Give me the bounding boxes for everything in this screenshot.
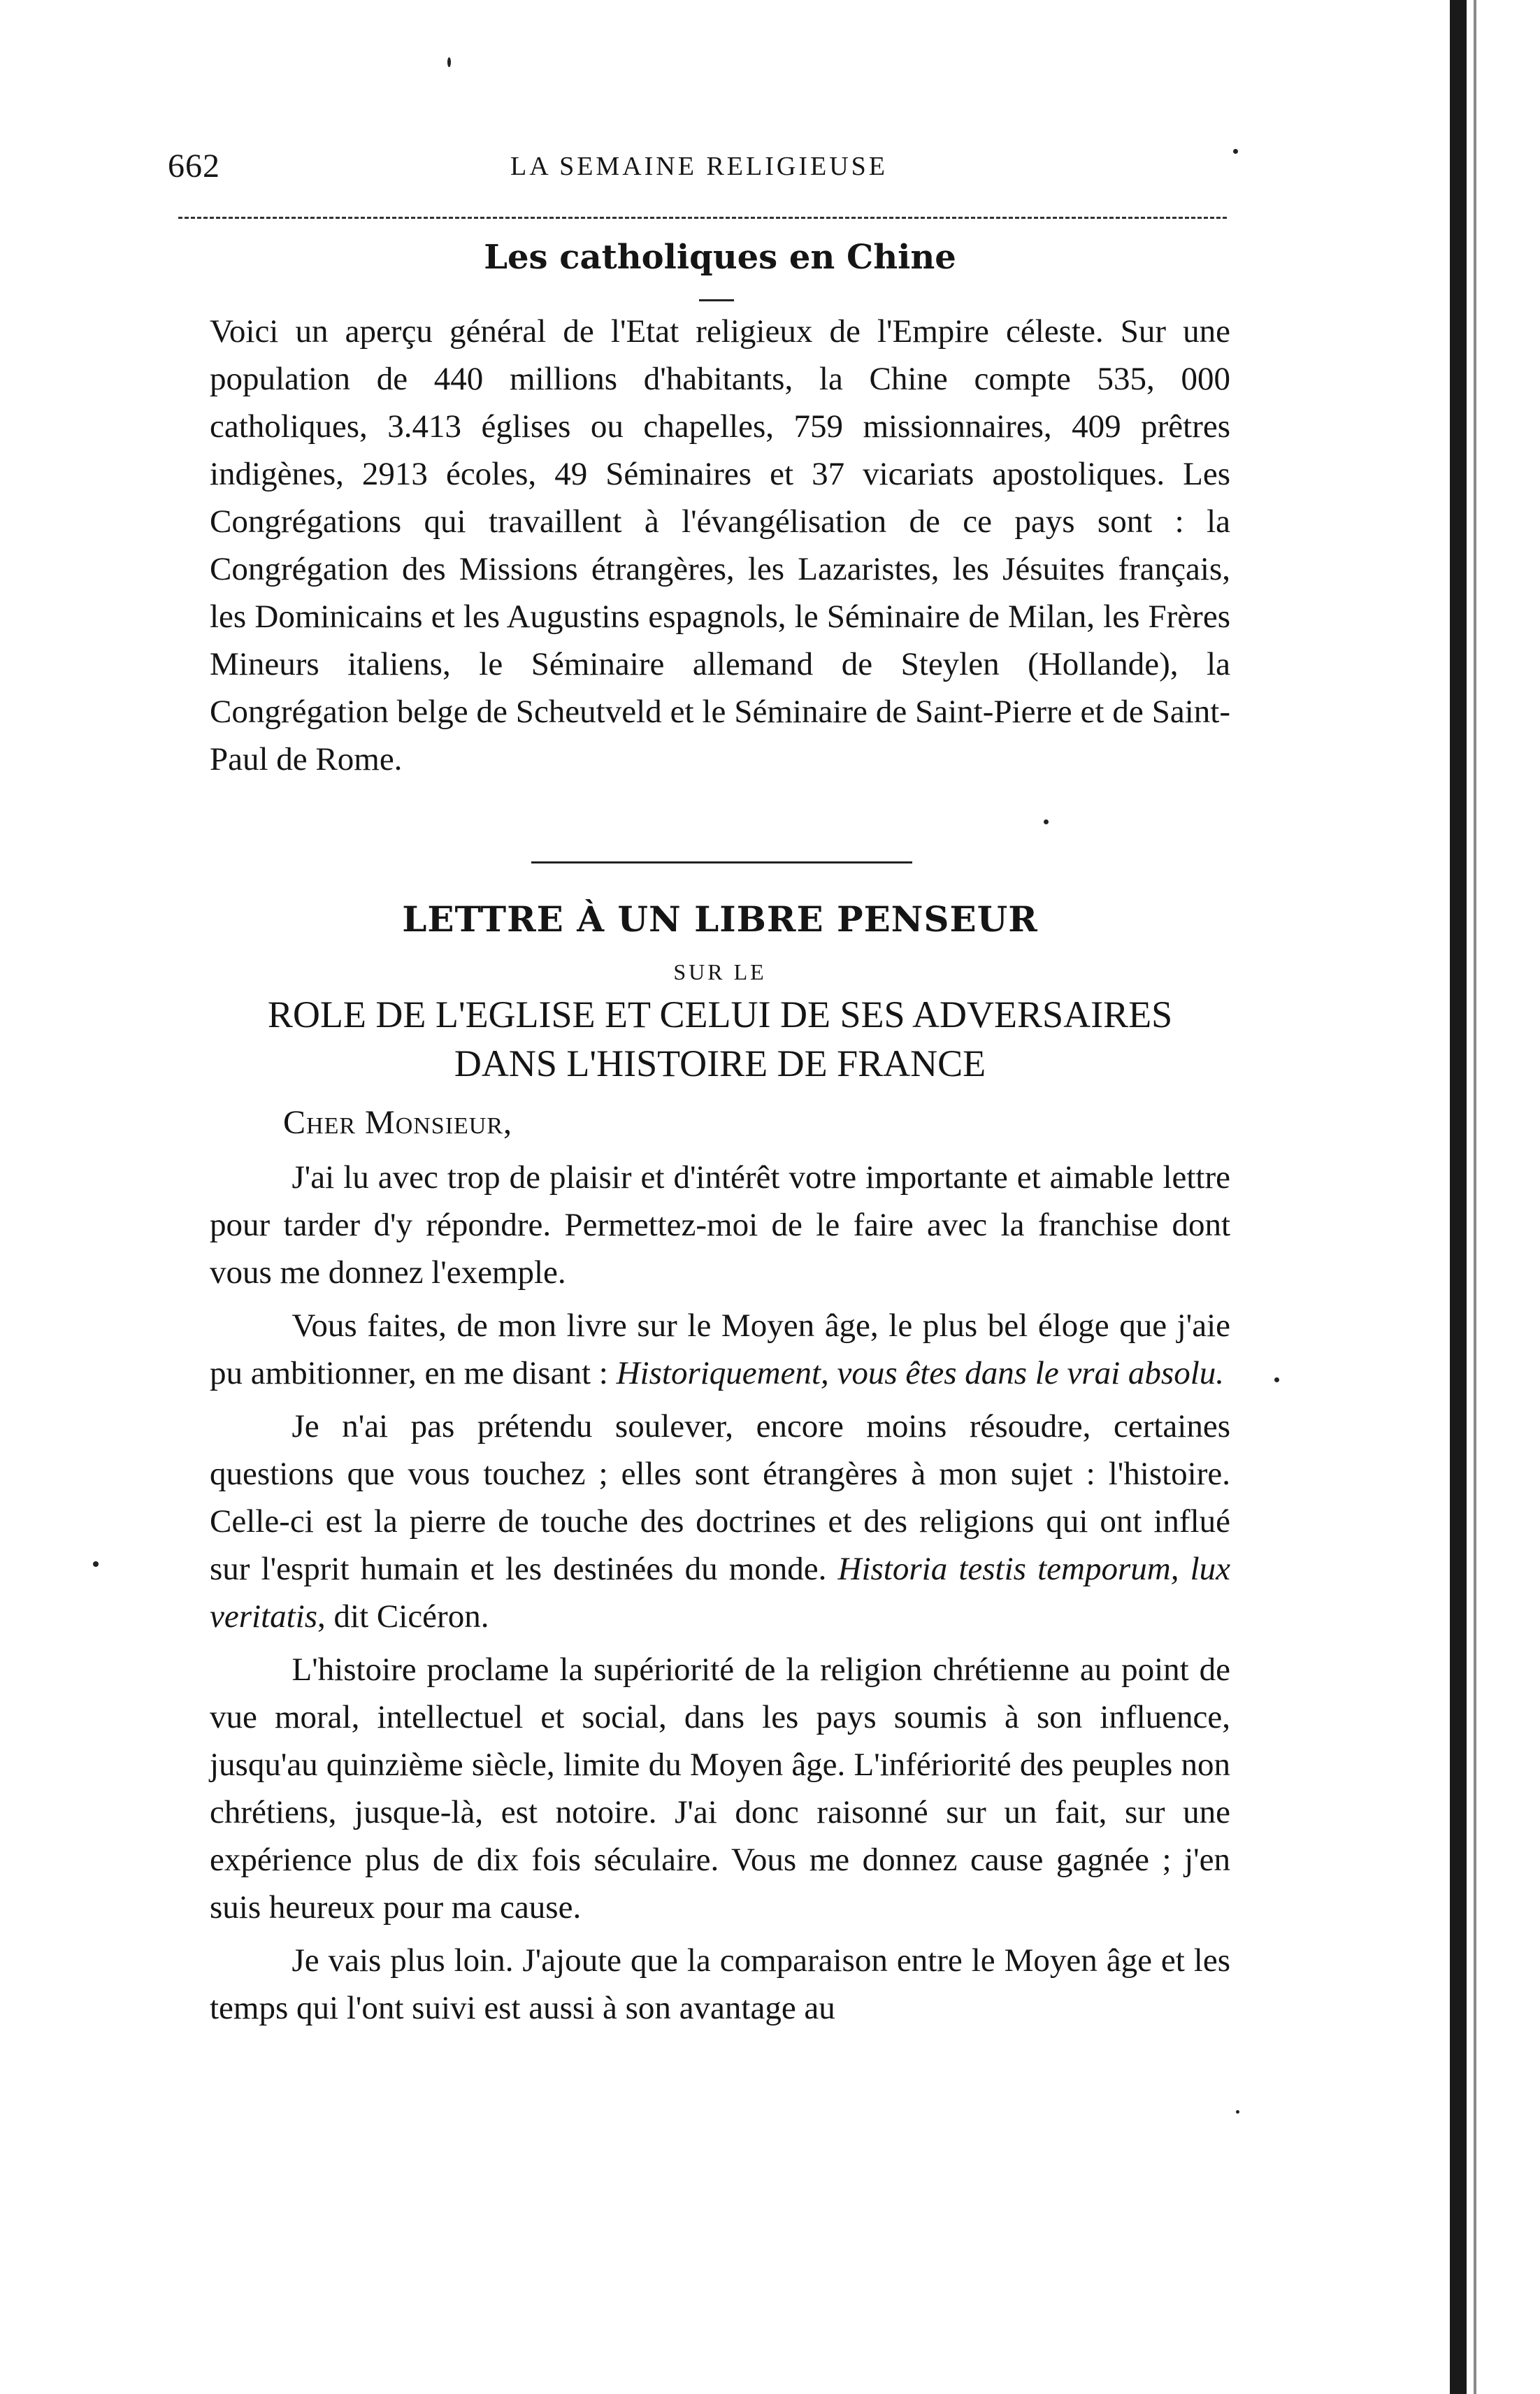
scan-speck [1044, 819, 1049, 824]
letter-paragraph [210, 1302, 1230, 1397]
italic-quote: Historiquement, vous êtes dans le vrai absolu. [616, 1355, 1225, 1391]
letter-title: LETTRE À UN LIBRE PENSEUR [402, 898, 1038, 940]
paragraph-text: Je n'ai pas prétendu soulever, encore moins résoudre, certaines questions que vous touchez ; elles sont étrangères à mon sujet : l'histoire. Celle-ci est la pierre de touche des doctrines et des religions qui ont influé sur l'esprit humain et les destinées du monde. [210, 1408, 1230, 1587]
letter-paragraph [210, 1646, 1230, 1931]
scan-speck [1233, 149, 1238, 154]
letter-salutation: Cher Monsieur, [283, 1104, 513, 1141]
section-title: Les catholiques en Chine [484, 238, 956, 277]
header-rule [178, 217, 1227, 219]
paragraph-text: L'histoire proclame la supériorité de la religion chrétienne au point de vue moral, intellectuel et social, dans les pays soumis à son influence, jusqu'au quinzième siècle, limite du Moyen âge. L'infériorité des peuples non chrétiens, jusque-là, est notoire. J'ai donc raisonné sur un fait, sur une expérience plus de dix fois séculaire. Vous me donnez cause gagnée ; j'en suis heureux pour ma cause. [210, 1651, 1230, 1926]
paragraph-text: Je vais plus loin. J'ajoute que la comparaison entre le Moyen âge et les temps qui l'ont suivi est aussi à son avantage au [210, 1942, 1230, 2026]
title-dash [699, 299, 734, 301]
running-head: LA SEMAINE RELIGIEUSE [510, 152, 888, 181]
letter-subtitle-line2: DANS L'HISTOIRE DE FRANCE [454, 1042, 986, 1084]
latin-quote: Historia testis temporum, lux veritatis [210, 1551, 1230, 1635]
letter-paragraph [210, 1154, 1230, 1296]
scan-speck [1274, 1377, 1279, 1382]
scan-speck [93, 1561, 99, 1567]
page-number: 662 [168, 148, 220, 185]
scan-speck [447, 57, 451, 67]
paragraph-text: , dit Cicéron. [317, 1598, 489, 1635]
letter-subtitle-line1: ROLE DE L'EGLISE ET CELUI DE SES ADVERSAIRES [267, 994, 1173, 1035]
letter-body [210, 1154, 1230, 2032]
letter-title-connector: SUR LE [673, 959, 767, 984]
page-edge-line [1474, 0, 1476, 2394]
paragraph-text: Voici un aperçu général de l'Etat religieux de l'Empire céleste. Sur une population de 440 millions d'habitants, la Chine compte 535, 000 catholiques, 3.413 églises ou chapelles, 759 missionnaires, 409 prêtres indigènes, 2913 écoles, 49 Séminaires et 37 vicariats apostoliques. Les Congrégations qui travaillent à l'évangélisation de ce pays sont : la Congrégation des Missions étrangères, les Lazaristes, les Jésuites français, les Dominicains et les Augustins espagnols, le Séminaire de Milan, les Frères Mineurs italiens, le Séminaire allemand de Steylen (Hollande), la Congrégation belge de Scheutveld et le Séminaire de Saint-Pierre et de Saint-Paul de Rome. [210, 313, 1230, 777]
paragraph-text: J'ai lu avec trop de plaisir et d'intérêt votre importante et aimable lettre pour tarder d'y répondre. Permettez-moi de le faire avec la franchise dont vous me donnez l'exemple. [210, 1159, 1230, 1291]
section-separator [531, 861, 912, 863]
letter-paragraph [210, 1937, 1230, 2032]
section-paragraph [210, 308, 1230, 783]
paragraph-text: Vous faites, de mon livre sur le Moyen âge, le plus bel éloge que j'aie pu ambitionner, en me disant : [210, 1307, 1230, 1391]
scan-speck [1236, 2110, 1239, 2114]
page-header [168, 147, 1230, 189]
page-edge-shadow [1450, 0, 1467, 2394]
letter-paragraph [210, 1403, 1230, 1640]
